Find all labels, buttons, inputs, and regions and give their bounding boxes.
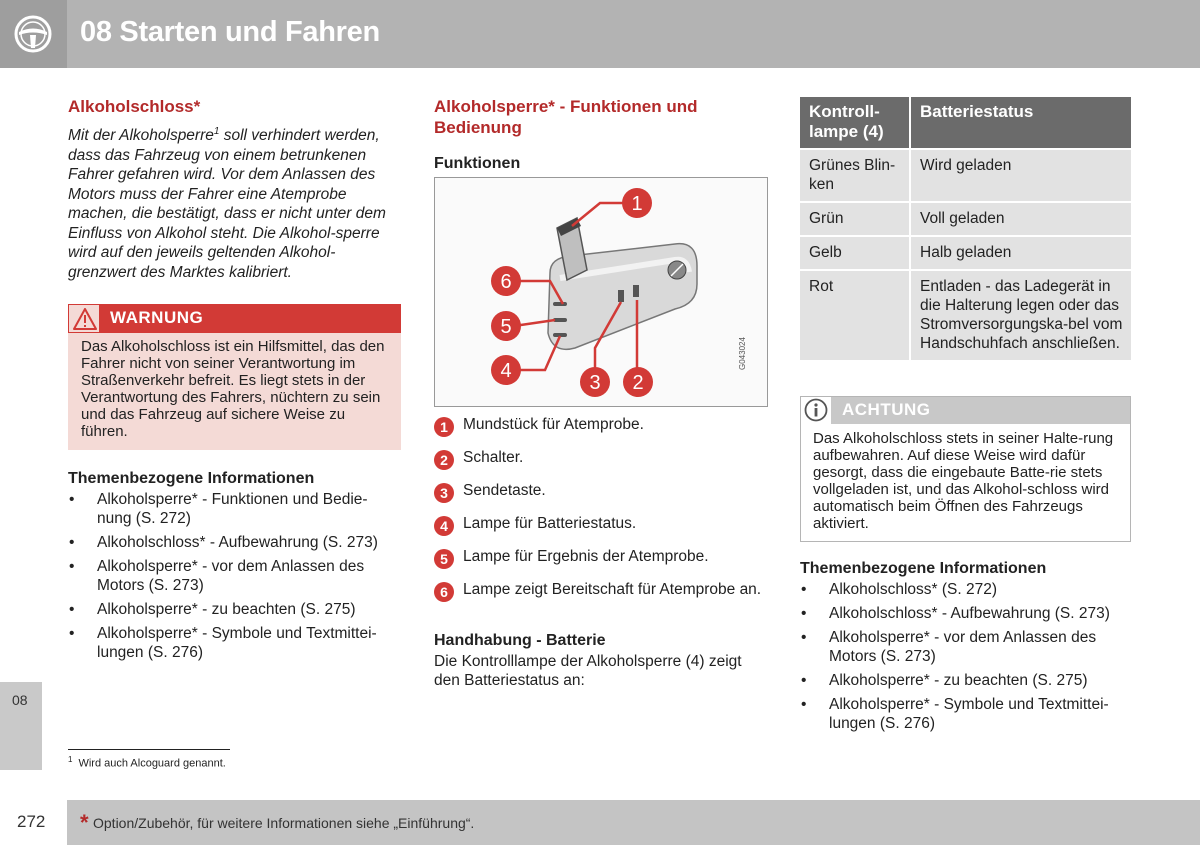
caution-box xyxy=(800,396,1131,542)
related-link-text[interactable]: Alkoholschloss* - Aufbewahrung (S. 273) xyxy=(97,534,378,552)
warning-triangle-icon xyxy=(73,308,97,330)
related-info-right xyxy=(800,559,1131,733)
caution-label: ACHTUNG xyxy=(842,400,931,419)
battery-status-table xyxy=(800,97,1131,360)
footer-star: * xyxy=(80,810,89,835)
related-link[interactable]: • Alkoholschloss* (S. 272) xyxy=(801,581,997,598)
table-cell: Voll geladen xyxy=(911,201,1131,235)
functions-heading: Funktionen xyxy=(434,155,521,172)
footnote-text: Wird auch Alcoguard genannt. xyxy=(78,757,226,770)
related-link-text[interactable]: Alkoholsperre* - zu beachten (S. 275) xyxy=(829,672,1088,689)
part-text: Lampe für Batteriestatus. xyxy=(463,515,637,532)
callout-4 xyxy=(491,355,521,385)
callout-6 xyxy=(491,266,521,296)
related-link[interactable]: • Alkoholsperre* - zu beachten (S. 275) xyxy=(69,601,356,619)
related-info-title: Themenbezogene Informationen xyxy=(800,560,1047,577)
alcohol-lock-device-illustration xyxy=(435,178,768,407)
info-icon xyxy=(804,398,828,422)
caution-icon-box xyxy=(801,397,831,424)
related-link-text[interactable]: Alkoholsperre* - Symbole und Textmittei-lungen (S. 276) xyxy=(97,625,377,662)
part-text: Sendetaste. xyxy=(463,482,546,499)
table-header-lamp: Kontroll-lampe (4) xyxy=(800,97,911,148)
warning-label: WARNUNG xyxy=(110,308,204,328)
related-link[interactable]: • Alkoholsperre* - vor dem Anlassen des Motors (S. 273) xyxy=(801,629,1097,665)
intro-text-end: soll verhindert werden, dass das Fahrzeug von einem betrunkenen Fahrer gefahren wird. Vor dem Anlassen des Motors muss der Fahrer eine Atemprobe machen, die bestätigt, dass er nicht unter dem Einfluss von Alkohol steht. Die Alkohol-sperre wird auf den jeweils geltenden Alkohol-grenzwert des Marktes kalibriert. xyxy=(68,127,386,281)
svg-text:4: 4 xyxy=(500,360,512,382)
part-item xyxy=(434,448,769,467)
chapter-icon-box xyxy=(0,0,67,68)
part-text: Schalter. xyxy=(463,449,524,466)
callout-2 xyxy=(623,367,653,397)
table-cell: Gelb xyxy=(800,235,911,269)
warning-header xyxy=(68,304,401,333)
footnote xyxy=(68,755,226,770)
handling-text: Die Kontrolllampe der Alkoholsperre (4) zeigt den Batteriestatus an: xyxy=(434,653,742,689)
svg-text:2: 2 xyxy=(632,372,644,394)
part-item xyxy=(434,580,769,599)
svg-text:3: 3 xyxy=(589,372,601,394)
table-row xyxy=(800,269,1131,360)
related-link-text[interactable]: Alkoholschloss* - Aufbewahrung (S. 273) xyxy=(829,605,1110,622)
footnote-reference: 1 xyxy=(213,126,220,137)
parts-list xyxy=(434,415,769,613)
page-number: 272 xyxy=(17,812,46,831)
related-info-left xyxy=(68,469,401,662)
footnote-divider xyxy=(68,749,230,750)
related-link-text[interactable]: Alkoholsperre* - Funktionen und Bedie-nung (S. 272) xyxy=(97,491,368,528)
table-cell: Rot xyxy=(800,269,911,360)
section-title-funktionen: Alkoholsperre* - Funktionen und Bedienung xyxy=(434,97,698,137)
handling-battery xyxy=(434,631,769,690)
svg-text:6: 6 xyxy=(500,271,512,293)
related-link-text[interactable]: Alkoholsperre* - vor dem Anlassen des Motors (S. 273) xyxy=(97,558,365,595)
part-item xyxy=(434,415,769,434)
related-link-text[interactable]: Alkoholsperre* - vor dem Anlassen des Motors (S. 273) xyxy=(829,629,1097,665)
related-info-title: Themenbezogene Informationen xyxy=(68,470,315,488)
callout-3 xyxy=(580,367,610,397)
svg-text:1: 1 xyxy=(631,193,643,215)
caution-text: Das Alkoholschloss stets in seiner Halte-rung aufbewahren. Auf diese Weise wird dafür gesorgt, dass die eingebaute Batte-rie stets vollgeladen ist, und das Alkohol-schloss wird automatisch beim Öffnen des Fahrzeugs aktiviert. xyxy=(813,430,1114,532)
related-links-list xyxy=(68,490,401,662)
number-badge: 4 xyxy=(434,516,454,536)
column-alkoholschloss xyxy=(68,96,401,662)
related-link[interactable]: • Alkoholschloss* - Aufbewahrung (S. 273) xyxy=(69,534,378,552)
related-link[interactable]: • Alkoholsperre* - vor dem Anlassen des Motors (S. 273) xyxy=(69,558,365,595)
related-link[interactable]: • Alkoholsperre* - Funktionen und Bedie-nung (S. 272) xyxy=(69,491,368,528)
intro-text-start: Mit der Alkoholsperre xyxy=(68,127,214,145)
table-row xyxy=(800,201,1131,235)
table-cell: Grünes Blin-ken xyxy=(800,148,911,201)
alcohol-lock-figure xyxy=(434,177,768,407)
column-funktionen xyxy=(434,96,769,174)
chapter-tab-label: 08 xyxy=(12,692,28,708)
table-header-row xyxy=(800,97,1131,148)
part-text: Mundstück für Atemprobe. xyxy=(463,416,644,433)
figure-code: G043024 xyxy=(738,337,747,370)
part-text: Lampe zeigt Bereitschaft für Atemprobe an. xyxy=(463,581,762,598)
number-badge: 1 xyxy=(434,417,454,437)
chapter-tab[interactable] xyxy=(0,682,42,770)
related-link[interactable]: • Alkoholsperre* - zu beachten (S. 275) xyxy=(801,672,1088,689)
part-text: Lampe für Ergebnis der Atemprobe. xyxy=(463,548,709,565)
number-badge: 5 xyxy=(434,549,454,569)
number-badge: 2 xyxy=(434,450,454,470)
number-badge: 6 xyxy=(434,582,454,602)
intro-paragraph xyxy=(68,122,401,282)
svg-text:5: 5 xyxy=(500,316,512,338)
related-link-text[interactable]: Alkoholsperre* - Symbole und Textmittei-lungen (S. 276) xyxy=(829,696,1109,732)
part-item xyxy=(434,514,769,533)
chapter-title: 08 Starten und Fahren xyxy=(80,16,380,48)
warning-text: Das Alkoholschloss ist ein Hilfsmittel, das den Fahrer nicht von seiner Verantwortung im Straßenverkehr befreit. Es liegt stets in der Verantwortung des Fahrers, nüchtern zu sein und das Fahrzeug auf sichere Weise zu führen. xyxy=(81,338,385,441)
caution-header xyxy=(801,397,1130,424)
table-header-status: Batteriestatus xyxy=(911,97,1131,148)
related-link-text[interactable]: Alkoholschloss* (S. 272) xyxy=(829,581,997,598)
warning-box xyxy=(68,304,401,450)
chapter-header xyxy=(0,0,1200,68)
table-cell: Halb geladen xyxy=(911,235,1131,269)
related-link-text[interactable]: Alkoholsperre* - zu beachten (S. 275) xyxy=(97,601,356,619)
footer-note: Option/Zubehör, für weitere Informationen siehe „Einführung“. xyxy=(93,815,475,831)
footnote-marker: 1 xyxy=(68,755,73,764)
table-cell: Wird geladen xyxy=(911,148,1131,201)
callout-1 xyxy=(622,188,652,218)
table-cell: Grün xyxy=(800,201,911,235)
steering-wheel-icon xyxy=(14,15,52,53)
table-row xyxy=(800,235,1131,269)
related-link[interactable]: • Alkoholsperre* - Symbole und Textmittei-lungen (S. 276) xyxy=(69,625,377,662)
callout-5 xyxy=(491,311,521,341)
number-badge: 3 xyxy=(434,483,454,503)
section-title-alkoholschloss: Alkoholschloss* xyxy=(68,97,201,116)
related-link[interactable]: • Alkoholsperre* - Symbole und Textmittei-lungen (S. 276) xyxy=(801,696,1109,732)
table-cell: Entladen - das Ladegerät in die Halterung legen oder das Stromversorgungska-bel vom Handschuhfach anschließen. xyxy=(911,269,1131,360)
handling-heading: Handhabung - Batterie xyxy=(434,632,606,649)
part-item xyxy=(434,547,769,566)
related-links-list xyxy=(800,580,1131,733)
warning-icon-box xyxy=(68,304,100,333)
part-item xyxy=(434,481,769,500)
related-link[interactable]: • Alkoholschloss* - Aufbewahrung (S. 273) xyxy=(801,605,1110,622)
table-row xyxy=(800,148,1131,201)
